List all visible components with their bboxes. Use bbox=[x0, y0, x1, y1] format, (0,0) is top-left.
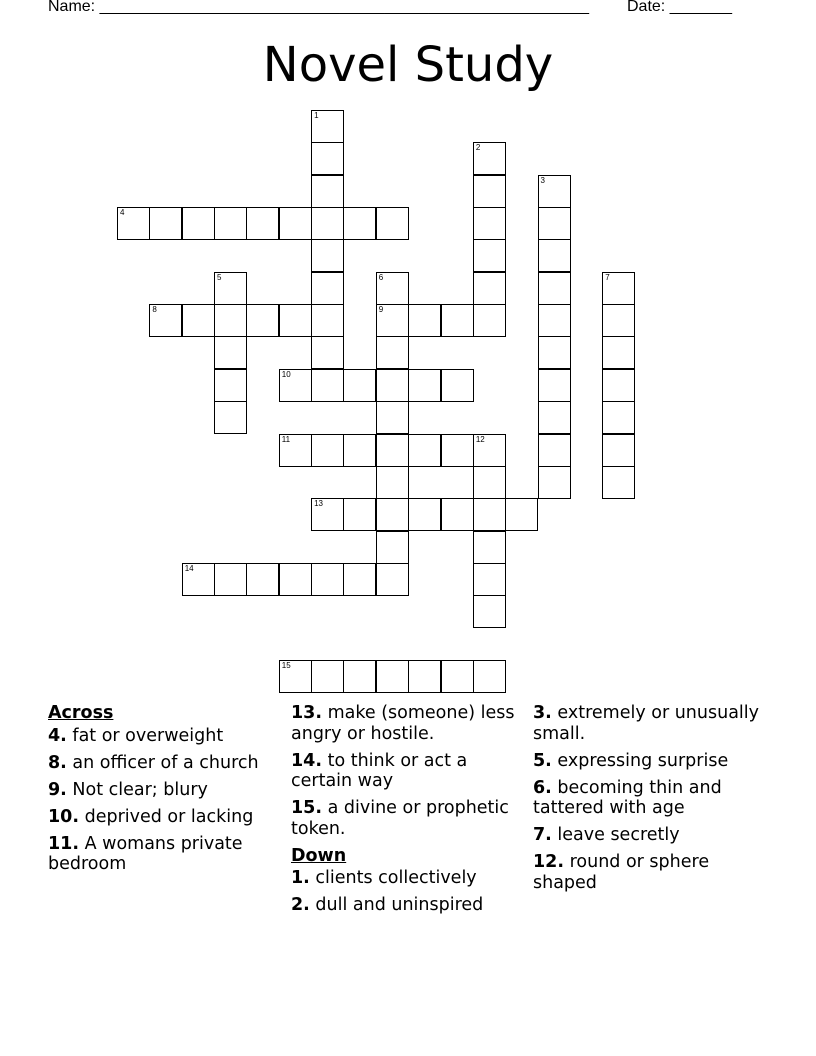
crossword-cell[interactable] bbox=[376, 207, 409, 240]
clue-number: 9. bbox=[48, 779, 67, 800]
cell-number: 8 bbox=[152, 305, 157, 315]
cell-number: 14 bbox=[184, 563, 194, 573]
cell-number: 5 bbox=[217, 272, 222, 282]
crossword-cell[interactable] bbox=[441, 498, 474, 531]
clue-number: 7. bbox=[533, 825, 552, 845]
crossword-cell[interactable] bbox=[376, 369, 409, 402]
clue-text: fat or overweight bbox=[72, 725, 224, 746]
crossword-cell[interactable] bbox=[538, 239, 571, 272]
down-heading: Down bbox=[291, 845, 347, 866]
crossword-cell[interactable] bbox=[311, 660, 344, 693]
clue-text: dull and uninspired bbox=[315, 895, 484, 915]
crossword-cell[interactable] bbox=[182, 304, 215, 337]
clue-column-1 bbox=[48, 703, 283, 881]
crossword-cell[interactable] bbox=[473, 498, 506, 531]
crossword-cell[interactable] bbox=[602, 304, 635, 337]
crossword-cell[interactable] bbox=[149, 304, 182, 337]
crossword-cell[interactable] bbox=[473, 304, 506, 337]
crossword-cell[interactable] bbox=[408, 304, 441, 337]
clue-item bbox=[291, 703, 526, 744]
page-title: Novel Study bbox=[262, 37, 554, 93]
crossword-cell[interactable] bbox=[441, 369, 474, 402]
crossword-cell[interactable] bbox=[473, 563, 506, 596]
clue-item bbox=[48, 753, 283, 774]
crossword-cell[interactable] bbox=[473, 434, 506, 467]
crossword-cell[interactable] bbox=[538, 304, 571, 337]
date-field-line[interactable]: Date: _______ bbox=[627, 0, 732, 15]
clue-text: expressing surprise bbox=[557, 750, 729, 771]
clue-number: 8. bbox=[48, 752, 67, 773]
crossword-cell[interactable] bbox=[408, 369, 441, 402]
crossword-cell[interactable] bbox=[538, 466, 571, 499]
crossword-cell[interactable] bbox=[441, 660, 474, 693]
clue-number: 14. bbox=[291, 750, 323, 771]
clue-item bbox=[291, 798, 526, 839]
clue-item bbox=[533, 778, 768, 819]
crossword-cell[interactable] bbox=[602, 401, 635, 434]
clue-item bbox=[533, 703, 768, 744]
clue-number: 2. bbox=[291, 895, 310, 915]
crossword-cell[interactable] bbox=[408, 434, 441, 467]
crossword-cell[interactable] bbox=[505, 498, 538, 531]
crossword-cell[interactable] bbox=[343, 369, 376, 402]
crossword-cell[interactable] bbox=[214, 304, 247, 337]
crossword-cell[interactable] bbox=[214, 563, 247, 596]
crossword-cell[interactable] bbox=[538, 369, 571, 402]
crossword-cell[interactable] bbox=[214, 207, 247, 240]
clue-number: 4. bbox=[48, 725, 67, 746]
clue-item bbox=[48, 807, 283, 828]
clue-number: 6. bbox=[533, 777, 552, 798]
crossword-cell[interactable] bbox=[279, 434, 312, 467]
clue-item bbox=[48, 780, 283, 801]
clue-text: make (someone) less angry or hostile. bbox=[291, 703, 515, 744]
crossword-cell[interactable] bbox=[246, 563, 279, 596]
clue-number: 13. bbox=[291, 703, 323, 723]
crossword-cell[interactable] bbox=[538, 207, 571, 240]
crossword-cell[interactable] bbox=[246, 304, 279, 337]
cell-number: 15 bbox=[281, 660, 291, 670]
crossword-cell[interactable] bbox=[538, 434, 571, 467]
crossword-cell[interactable] bbox=[311, 336, 344, 369]
clue-number: 10. bbox=[48, 806, 80, 827]
name-field-line[interactable]: Name: _______________________________________________________ bbox=[48, 0, 589, 15]
clue-item bbox=[291, 751, 526, 792]
crossword-cell[interactable] bbox=[311, 498, 344, 531]
crossword-cell[interactable] bbox=[473, 142, 506, 175]
crossword-cell[interactable] bbox=[376, 563, 409, 596]
crossword-cell[interactable] bbox=[441, 434, 474, 467]
cell-number: 10 bbox=[281, 369, 291, 379]
clue-column-2 bbox=[291, 703, 526, 922]
crossword-cell[interactable] bbox=[538, 272, 571, 305]
cell-number: 6 bbox=[378, 272, 384, 282]
crossword-cell[interactable] bbox=[343, 207, 376, 240]
crossword-cell[interactable] bbox=[182, 207, 215, 240]
clue-number: 1. bbox=[291, 868, 310, 888]
clue-number: 5. bbox=[533, 750, 552, 771]
crossword-cell[interactable] bbox=[311, 142, 344, 175]
cell-number: 4 bbox=[120, 208, 125, 218]
crossword-cell[interactable] bbox=[214, 369, 247, 402]
crossword-cell[interactable] bbox=[602, 369, 635, 402]
crossword-cell[interactable] bbox=[343, 498, 376, 531]
clue-number: 11. bbox=[48, 833, 80, 854]
crossword-cell[interactable] bbox=[473, 272, 506, 305]
crossword-cell[interactable] bbox=[408, 660, 441, 693]
clue-item bbox=[291, 868, 526, 889]
cell-number: 12 bbox=[475, 434, 485, 444]
crossword-cell[interactable] bbox=[376, 304, 409, 337]
cell-number: 7 bbox=[605, 272, 610, 282]
crossword-cell[interactable] bbox=[117, 207, 150, 240]
clue-text: Not clear; blury bbox=[72, 779, 208, 800]
crossword-cell[interactable] bbox=[376, 466, 409, 499]
crossword-cell[interactable] bbox=[376, 498, 409, 531]
crossword-cell[interactable] bbox=[246, 207, 279, 240]
crossword-cell[interactable] bbox=[343, 660, 376, 693]
crossword-cell[interactable] bbox=[311, 207, 344, 240]
clue-item bbox=[291, 895, 526, 916]
clue-item bbox=[48, 834, 283, 875]
crossword-cell[interactable] bbox=[376, 401, 409, 434]
crossword-cell[interactable] bbox=[538, 175, 571, 208]
crossword-cell[interactable] bbox=[279, 660, 312, 693]
crossword-cell[interactable] bbox=[376, 660, 409, 693]
clue-text: becoming thin and tattered with age bbox=[533, 777, 722, 818]
crossword-cell[interactable] bbox=[149, 207, 182, 240]
crossword-cell[interactable] bbox=[441, 304, 474, 337]
crossword-cell[interactable] bbox=[376, 434, 409, 467]
crossword-cell[interactable] bbox=[182, 563, 215, 596]
crossword-cell[interactable] bbox=[311, 175, 344, 208]
crossword-cell[interactable] bbox=[602, 272, 635, 305]
clue-text: leave secretly bbox=[557, 825, 680, 845]
crossword-cell[interactable] bbox=[473, 466, 506, 499]
crossword-cell[interactable] bbox=[473, 175, 506, 208]
clue-number: 15. bbox=[291, 798, 323, 818]
crossword-cell[interactable] bbox=[311, 110, 344, 143]
clue-item bbox=[533, 751, 768, 772]
crossword-cell[interactable] bbox=[376, 272, 409, 305]
crossword-cell[interactable] bbox=[602, 466, 635, 499]
crossword-cell[interactable] bbox=[473, 239, 506, 272]
crossword-cell[interactable] bbox=[473, 660, 506, 693]
clue-text: deprived or lacking bbox=[84, 806, 254, 827]
crossword-cell[interactable] bbox=[311, 239, 344, 272]
crossword-cell[interactable] bbox=[279, 207, 312, 240]
clue-text: clients collectively bbox=[315, 868, 477, 888]
clue-number: 3. bbox=[533, 703, 552, 723]
clue-text: an officer of a church bbox=[72, 752, 259, 773]
clue-number: 12. bbox=[533, 852, 565, 872]
crossword-cell[interactable] bbox=[473, 595, 506, 628]
crossword-cell[interactable] bbox=[279, 304, 312, 337]
crossword-cell[interactable] bbox=[538, 401, 571, 434]
crossword-cell[interactable] bbox=[376, 531, 409, 564]
clue-text: to think or act a certain way bbox=[291, 750, 468, 791]
crossword-cell[interactable] bbox=[214, 401, 247, 434]
cell-number: 11 bbox=[281, 434, 291, 444]
clue-item bbox=[48, 726, 283, 747]
clue-text: a divine or prophetic token. bbox=[291, 798, 509, 839]
crossword-cell[interactable] bbox=[343, 563, 376, 596]
crossword-cell[interactable] bbox=[279, 369, 312, 402]
crossword-cell[interactable] bbox=[311, 369, 344, 402]
crossword-cell[interactable] bbox=[214, 272, 247, 305]
crossword-cell[interactable] bbox=[311, 563, 344, 596]
crossword-cell[interactable] bbox=[376, 336, 409, 369]
crossword-cell[interactable] bbox=[311, 272, 344, 305]
crossword-cell[interactable] bbox=[279, 563, 312, 596]
clue-column-3 bbox=[533, 703, 768, 900]
crossword-cell[interactable] bbox=[311, 434, 344, 467]
cell-number: 3 bbox=[540, 175, 545, 185]
clue-text: A womans private bedroom bbox=[48, 833, 243, 874]
crossword-cell[interactable] bbox=[473, 207, 506, 240]
cell-number: 1 bbox=[314, 111, 319, 120]
crossword-cell[interactable] bbox=[602, 336, 635, 369]
clue-item bbox=[533, 825, 768, 846]
crossword-cell[interactable] bbox=[214, 336, 247, 369]
crossword-cell[interactable] bbox=[473, 531, 506, 564]
crossword-cell[interactable] bbox=[538, 336, 571, 369]
cell-number: 9 bbox=[378, 305, 384, 315]
clue-text: extremely or unusually small. bbox=[533, 703, 760, 744]
clue-text: round or sphere shaped bbox=[533, 852, 710, 893]
crossword-cell[interactable] bbox=[343, 434, 376, 467]
crossword-cell[interactable] bbox=[602, 434, 635, 467]
clue-item bbox=[533, 852, 768, 893]
across-heading: Across bbox=[48, 703, 114, 723]
cell-number: 2 bbox=[475, 143, 481, 153]
cell-number: 13 bbox=[314, 499, 323, 509]
crossword-cell[interactable] bbox=[408, 498, 441, 531]
crossword-cell[interactable] bbox=[311, 304, 344, 337]
